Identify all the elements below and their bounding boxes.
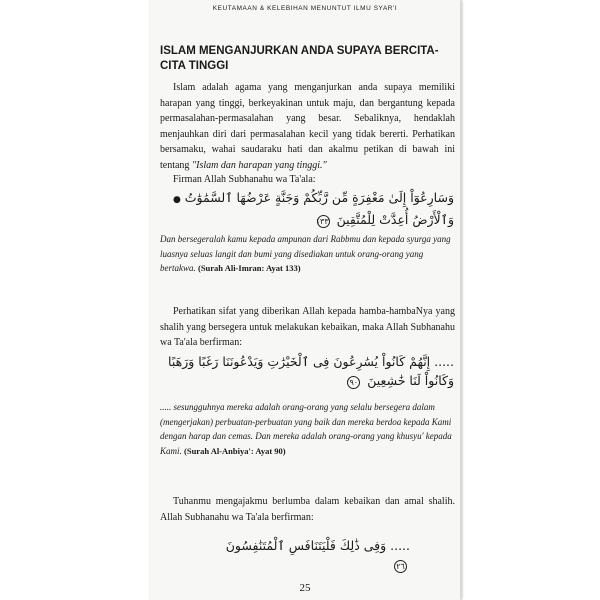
paragraph-1-text: Islam adalah agama yang menganjurkan anda supaya memiliki harapan yang tinggi, berkeyakinan untuk maju, dan bergantung kepada permasalahan-permasalahan yang besar. Sebaliknya, hendaklah menjauhkan diri dari permasalahan kecil yang tidak bererti. Perhatikan bersamaku, wahai saudaraku hati dan akalmu petikan di bawah ini tentang [160,82,455,171]
firman-intro-1: Firman Allah Subhanahu wa Ta'ala: [173,174,316,185]
page-number: 25 [299,582,311,594]
translation-1 [160,232,456,276]
arabic-verse-1 [164,188,454,229]
paragraph-3: Tuhanmu mengajakmu berlumba dalam kebaikan dan amal shalih. Allah Subhanahu wa Ta'ala berfirman: [160,496,455,523]
translation-1-text: Dan bersegeralah kamu kepada ampunan dari Rabbmu dan kepada syurga yang luasnya seluas langit dan bumi yang disediakan untuk orang-orang yang bertakwa. [160,234,451,274]
paragraph-1-quote: "Islam dan harapan yang tinggi." [191,159,327,171]
arabic-verse-1-line-1: وَسَارِعُوٓاْ إِلَىٰ مَغْفِرَةٍ مِّن رَّبِّكُمْ وَجَنَّةٍ عَرْضُهَا ٱلسَّمَٰوَٰتُ ● [172,190,454,205]
arabic-verse-2-line-2: وَكَانُواْ لَنَا خَٰشِعِينَ ٩٠ [164,371,454,390]
arabic-verse-2 [164,352,454,390]
reference-2: (Surah Al-Anbiya': Ayat 90) [184,445,286,456]
paragraph-1 [160,80,455,173]
bullet-icon: ● [172,195,181,205]
arabic-verse-3-line-1: ..... وَفِى ذَٰلِكَ فَلْيَتَنَافَسِ ٱلْمُتَنَٰفِسُونَ ٢٦ [225,538,410,571]
translation-2 [160,400,456,458]
reference-1: (Surah Ali-Imran: Ayat 133) [198,263,301,274]
paragraph-2: Perhatikan sifat yang diberikan Allah kepada hamba-hambaNya yang shalih yang bersegera untuk melakukan kebaikan, maka Allah Subhanahu wa Ta'ala berfirman: [160,306,455,348]
arabic-verse-1-line-2: وَٱلْأَرْضُ أُعِدَّتْ لِلْمُتَّقِينَ ١٣٣ [315,212,454,227]
ayah-number-marker: ١٣٣ [315,217,329,226]
arabic-verse-2-line-1: ..... إِنَّهُمْ كَانُواْ يُسَٰرِعُونَ فِى ٱلْخَيْرَٰتِ وَيَدْعُونَنَا رَغَبًا وَرَهَبًا [168,354,454,369]
section-title: ISLAM MENGANJURKAN ANDA SUPAYA BERCITA-CITA TINGGI [160,45,439,72]
translation-2-text: ..... sesungguhnya mereka adalah orang-orang yang selalu bersegera dalam (mengerjakan) perbuatan-perbuatan yang baik dan mereka berdoa kepada Kami dengan harap dan cemas. Dan mereka adalah orang-orang yang khusyu' kepada Kami. [160,402,452,456]
ayah-number-marker: ٢٦ [394,560,407,573]
ayah-number-marker: ٩٠ [347,376,360,389]
arabic-verse-3 [210,536,410,574]
running-header: KEUTAMAAN & KELEBIHAN MENUNTUT ILMU SYAR'I [212,5,398,12]
book-page [150,0,461,600]
